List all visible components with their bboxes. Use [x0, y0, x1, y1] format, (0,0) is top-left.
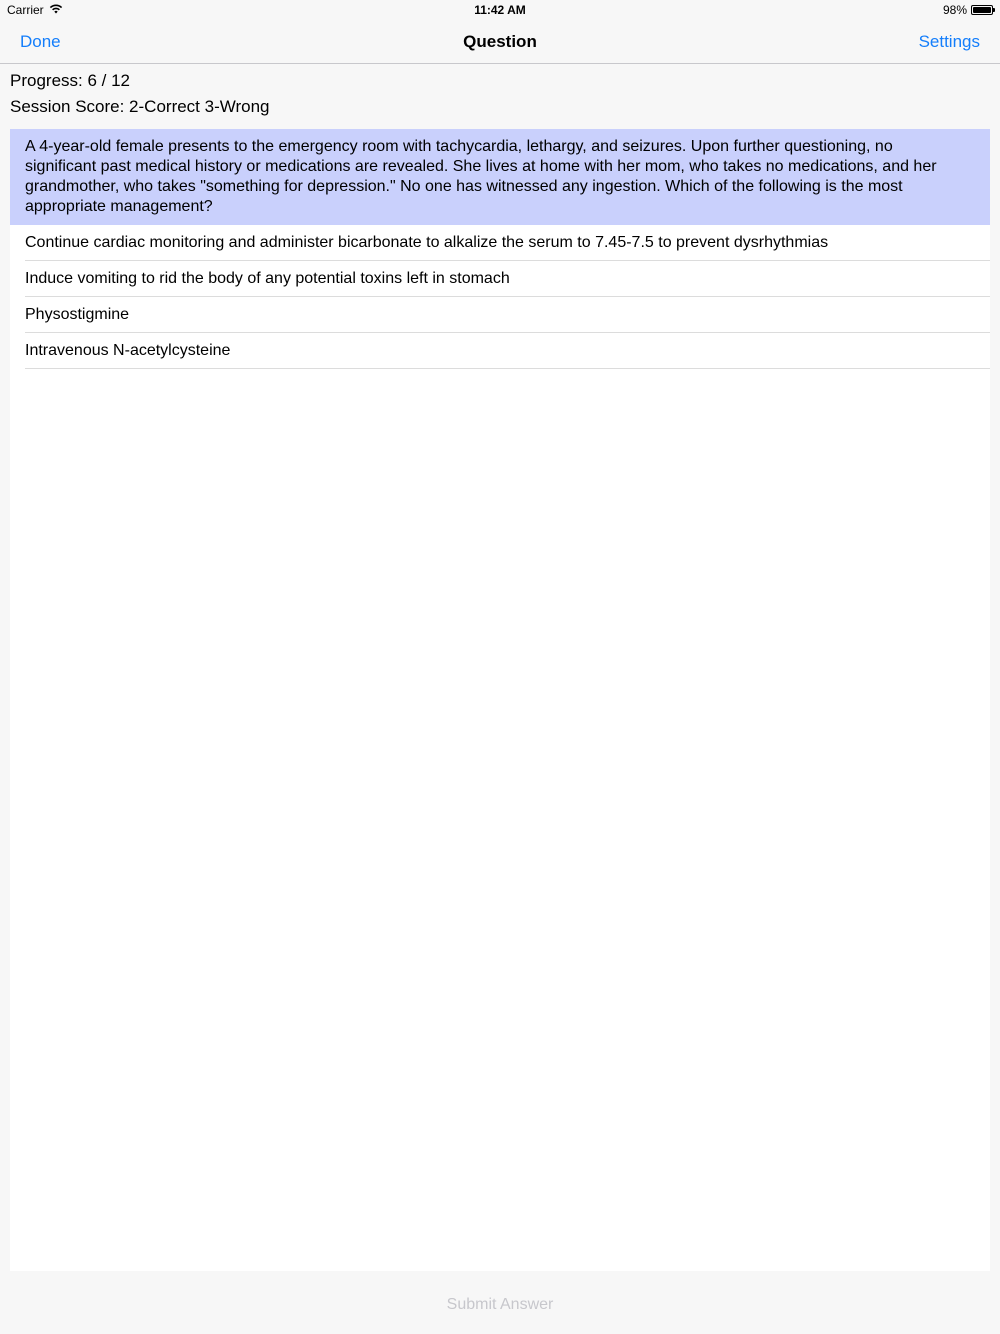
session-info [10, 68, 270, 120]
status-time: 11:42 AM [474, 3, 526, 17]
answer-option-2[interactable]: Induce vomiting to rid the body of any potential toxins left in stomach [25, 261, 990, 297]
done-button[interactable]: Done [20, 32, 61, 51]
battery-percent: 98% [942, 3, 967, 17]
status-bar [0, 0, 1000, 20]
submit-answer-button[interactable]: Submit Answer [446, 1296, 554, 1313]
status-right [943, 3, 993, 17]
session-score-label: Session Score: 2-Correct 3-Wrong [10, 97, 270, 116]
answer-option-1[interactable]: Continue cardiac monitoring and administer bicarbonate to alkalize the serum to 7.45-7.5 to prevent dysrhythmias [25, 225, 990, 261]
answer-list [10, 225, 990, 369]
navigation-bar [0, 20, 1000, 64]
question-panel [10, 129, 990, 1271]
progress-label: Progress: 6 / 12 [10, 71, 131, 90]
battery-icon [971, 5, 993, 15]
answer-option-4[interactable]: Intravenous N-acetylcysteine [25, 333, 990, 369]
question-text: A 4-year-old female presents to the emergency room with tachycardia, lethargy, and seizures. Upon further questioning, no significant past medical history or medications are revealed. She lives at home with her mom, who takes no medications, and her grandmother, who takes "something for depression." No one has witnessed any ingestion. Which of the following is the most appropriate management? [10, 129, 990, 225]
answer-option-3[interactable]: Physostigmine [25, 297, 990, 333]
settings-button[interactable]: Settings [918, 32, 980, 51]
battery-level [973, 7, 991, 13]
page-title: Question [463, 32, 537, 51]
carrier-label: Carrier [7, 3, 44, 17]
